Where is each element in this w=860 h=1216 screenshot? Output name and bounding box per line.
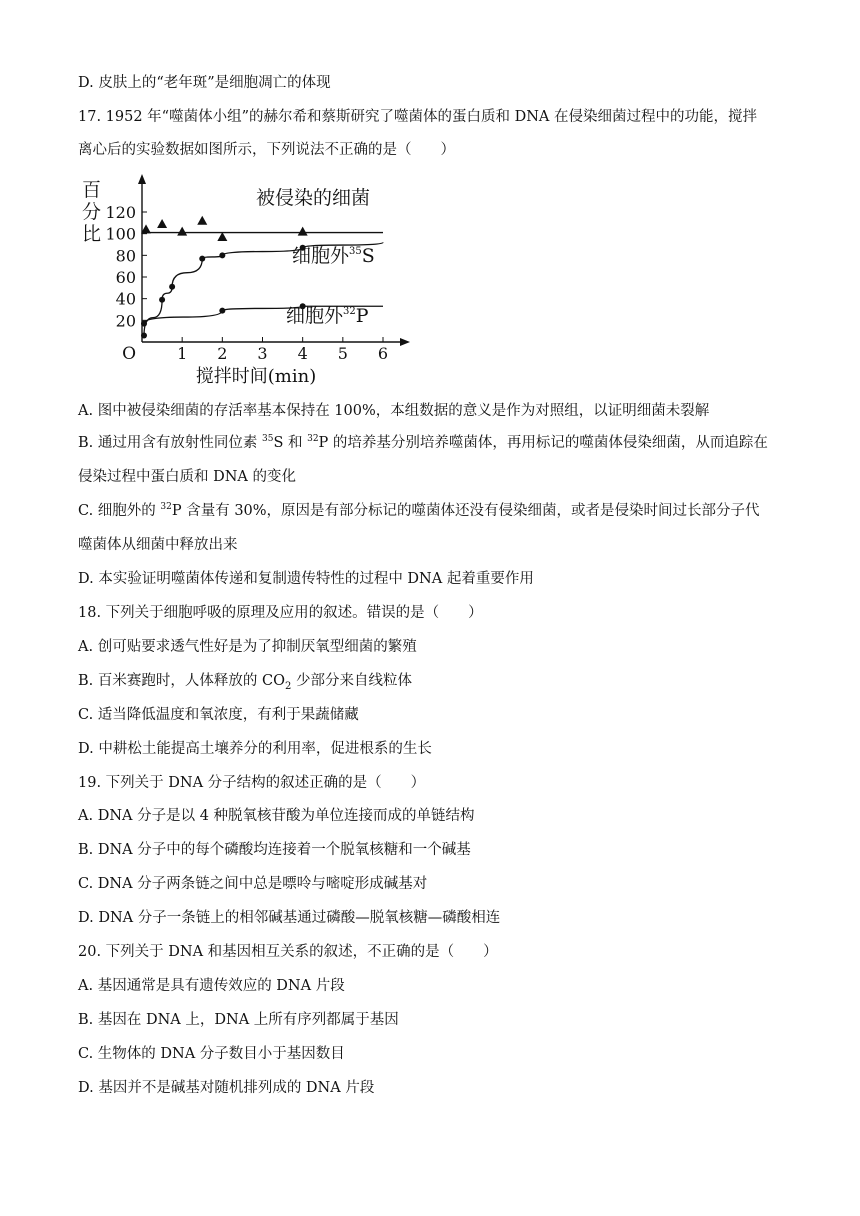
q20-option-d: D. 基因并不是碱基对随机排列成的 DNA 片段 <box>78 1080 375 1096</box>
q18b-sub-2: 2 <box>284 680 292 692</box>
q17c-sup-32: 32 <box>160 502 172 513</box>
q18-stem: 18. 下列关于细胞呼吸的原理及应用的叙述。错误的是（ ） <box>78 605 483 621</box>
q17b-text-2: S 和 <box>273 435 308 451</box>
q17-chart-svg <box>78 172 418 392</box>
q17-option-c-line2: 噬菌体从细菌中释放出来 <box>78 537 238 553</box>
q17-option-d: D. 本实验证明噬菌体传递和复制遗传特性的过程中 DNA 起着重要作用 <box>78 571 534 587</box>
y-tick-label: 60 <box>115 268 136 287</box>
q17-option-a: A. 图中被侵染细菌的存活率基本保持在 100%，本组数据的意义是作为对照组，以证明细菌未裂解 <box>78 403 710 419</box>
x-tick-label: 6 <box>377 344 389 363</box>
q17b-text-1: B. 通过用含有放射性同位素 <box>78 435 262 451</box>
q17-chart <box>78 172 418 392</box>
series-s35-point <box>199 256 205 262</box>
y-tick-label: 120 <box>105 203 136 222</box>
series-p32-point <box>219 308 225 314</box>
series-bacteria-point <box>197 216 207 225</box>
series-s35-point <box>219 252 225 258</box>
series-s35-point <box>141 333 147 339</box>
q17c-text-1: C. 细胞外的 <box>78 503 161 519</box>
q17-option-c-line1 <box>78 501 788 521</box>
y-axis-arrow <box>138 174 146 184</box>
q18-option-b <box>78 671 788 691</box>
q19-option-c: C. DNA 分子两条链之间中总是嘌呤与嘧啶形成碱基对 <box>78 876 428 892</box>
x-tick-label: 5 <box>337 344 348 363</box>
x-tick-label: 4 <box>297 344 308 363</box>
q18-option-c: C. 适当降低温度和氧浓度，有利于果蔬储藏 <box>78 707 359 723</box>
x-axis-label: 搅拌时间(min) <box>195 366 317 387</box>
q17c-text-2: P 含量有 30%，原因是有部分标记的噬菌体还没有侵染细菌，或者是侵染时间过长部分子代 <box>171 503 760 519</box>
series-s35-label: 细胞外$^{35}$S <box>292 245 375 267</box>
q17-option-b-line1 <box>78 433 788 453</box>
q18-option-a: A. 创可贴要求透气性好是为了抑制厌氧型细菌的繁殖 <box>78 639 417 655</box>
q17b-text-3: P 的培养基分别培养噬菌体，再用标记的噬菌体侵染细菌，从而追踪在 <box>318 435 768 451</box>
x-tick-label: 1 <box>177 344 188 363</box>
x-tick-label: 2 <box>217 344 228 363</box>
x-tick-label: 3 <box>257 344 268 363</box>
q19-option-d: D. DNA 分子一条链上的相邻碱基通过磷酸—脱氧核糖—磷酸相连 <box>78 910 501 926</box>
series-bacteria-point <box>177 227 187 236</box>
y-tick-label: 80 <box>115 246 136 266</box>
q17b-sup-32: 32 <box>307 434 319 445</box>
q17-option-b-line2: 侵染过程中蛋白质和 DNA 的变化 <box>78 469 297 485</box>
q19-option-b: B. DNA 分子中的每个磷酸均连接着一个脱氧核糖和一个碱基 <box>78 842 471 858</box>
series-s35-point <box>169 284 175 290</box>
q17-stem-line1: 17. 1952 年“噬菌体小组”的赫尔希和蔡斯研究了噬菌体的蛋白质和 DNA 在侵染细菌过程中的功能，搅拌 <box>78 109 758 125</box>
q18-option-d: D. 中耕松土能提高土壤养分的利用率，促进根系的生长 <box>78 741 432 757</box>
q16-option-d: D. 皮肤上的“老年斑”是细胞凋亡的体现 <box>78 75 331 91</box>
q19-stem: 19. 下列关于 DNA 分子结构的叙述正确的是（ ） <box>78 775 426 791</box>
origin-label: O <box>122 344 136 364</box>
series-s35-point <box>159 297 165 303</box>
y-tick-label: 100 <box>105 224 136 244</box>
q20-option-a: A. 基因通常是具有遗传效应的 DNA 片段 <box>78 978 345 994</box>
q20-option-b: B. 基因在 DNA 上，DNA 上所有序列都属于基因 <box>78 1012 399 1028</box>
q17b-sup-35: 35 <box>261 434 274 445</box>
y-axis-label-char: 百 <box>82 179 102 201</box>
q18b-text-1: B. 百米赛跑时，人体释放的 CO <box>78 673 285 689</box>
y-tick-label: 20 <box>115 311 136 331</box>
x-axis-arrow <box>400 338 410 346</box>
y-axis-label-char: 分 <box>82 201 102 223</box>
q17-stem-line2: 离心后的实验数据如图所示，下列说法不正确的是（ ） <box>78 142 455 158</box>
series-p32-label: 细胞外$^{32}$P <box>286 305 369 327</box>
series-bacteria-label: 被侵染的细菌 <box>256 187 371 209</box>
y-tick-label: 40 <box>115 289 136 309</box>
y-axis-label-char: 比 <box>82 223 102 245</box>
q19-option-a: A. DNA 分子是以 4 种脱氧核苷酸为单位连接而成的单链结构 <box>78 808 475 824</box>
q18b-text-2: 少部分来自线粒体 <box>291 673 412 689</box>
q20-stem: 20. 下列关于 DNA 和基因相互关系的叙述，不正确的是（ ） <box>78 944 498 960</box>
series-bacteria-point <box>157 219 167 228</box>
q20-option-c: C. 生物体的 DNA 分子数目小于基因数目 <box>78 1046 345 1062</box>
series-p32-point <box>141 321 147 327</box>
series-bacteria-point <box>217 232 227 241</box>
series-bacteria-point <box>298 227 308 236</box>
